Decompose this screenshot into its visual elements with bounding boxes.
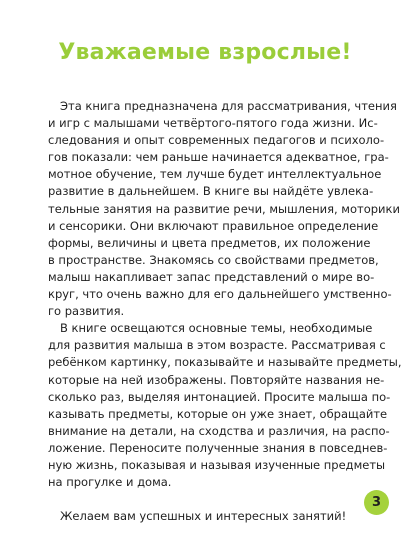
paragraph-2-line: для развития малыша в этом возрасте. Рассматривая с bbox=[48, 338, 386, 353]
paragraph-1-line: следования и опыт современных педагогов и психоло- bbox=[48, 133, 385, 148]
closing-wish: Желаем вам успешных и интересных занятий! bbox=[60, 509, 347, 524]
paragraph-2-line: внимание на детали, на сходства и различия, на распо- bbox=[48, 423, 390, 438]
paragraph-1-line: Эта книга предназначена для рассматривания, чтения bbox=[60, 99, 397, 113]
paragraph-2-line: ребёнком картинку, показывайте и называйте предметы, bbox=[48, 355, 402, 370]
paragraph-spacer bbox=[48, 491, 366, 508]
paragraph-2-line: казывать предметы, которые он уже знает, обращайте bbox=[48, 406, 388, 421]
paragraph-2-line: которые на ней изображены. Повторяйте названия не- bbox=[48, 372, 385, 387]
paragraph-2-line: ную жизнь, показывая и называя изученные предметы bbox=[48, 457, 386, 472]
page-number-badge bbox=[364, 490, 389, 515]
paragraph-1-line: гов показали: чем раньше начинается адекватное, гра- bbox=[48, 150, 389, 165]
paragraph-1-line: малыш накапливает запас представлений о мире во- bbox=[48, 269, 375, 284]
paragraph-1-line: тельные занятия на развитие речи, мышления, моторики bbox=[48, 201, 400, 216]
paragraph-2-line: на прогулке и дома. bbox=[48, 475, 172, 490]
paragraph-2-line: ложение. Переносите полученные знания в повседнев- bbox=[48, 440, 388, 455]
paragraph-1-line: мотное обучение, тем лучше будет интеллектуальное bbox=[48, 167, 382, 182]
paragraph-1-line: и сенсорики. Они включают правильное определение bbox=[48, 218, 379, 233]
paragraph-1-line: го развития. bbox=[48, 304, 125, 319]
page-title: Уважаемые взрослые! bbox=[58, 40, 352, 65]
paragraph-1-line: и игр с малышами четвёртого-пятого года жизни. Ис- bbox=[48, 116, 378, 131]
paragraph-1-line: в пространстве. Знакомясь со свойствами предметов, bbox=[48, 252, 379, 267]
page-number: 3 bbox=[371, 495, 382, 510]
paragraph-2-line: В книге освещаются основные темы, необходимые bbox=[60, 321, 373, 336]
paragraph-1-line: развитие в дальнейшем. В книге вы найдёте увлека- bbox=[48, 184, 374, 199]
body-text bbox=[48, 98, 402, 525]
paragraph-1-line: формы, величины и цвета предметов, их положение bbox=[48, 235, 371, 250]
paragraph-1-line: круг, что очень важно для его дальнейшего умственно- bbox=[48, 287, 392, 302]
paragraph-2-line: сколько раз, выделяя интонацией. Просите малыша по- bbox=[48, 389, 391, 404]
